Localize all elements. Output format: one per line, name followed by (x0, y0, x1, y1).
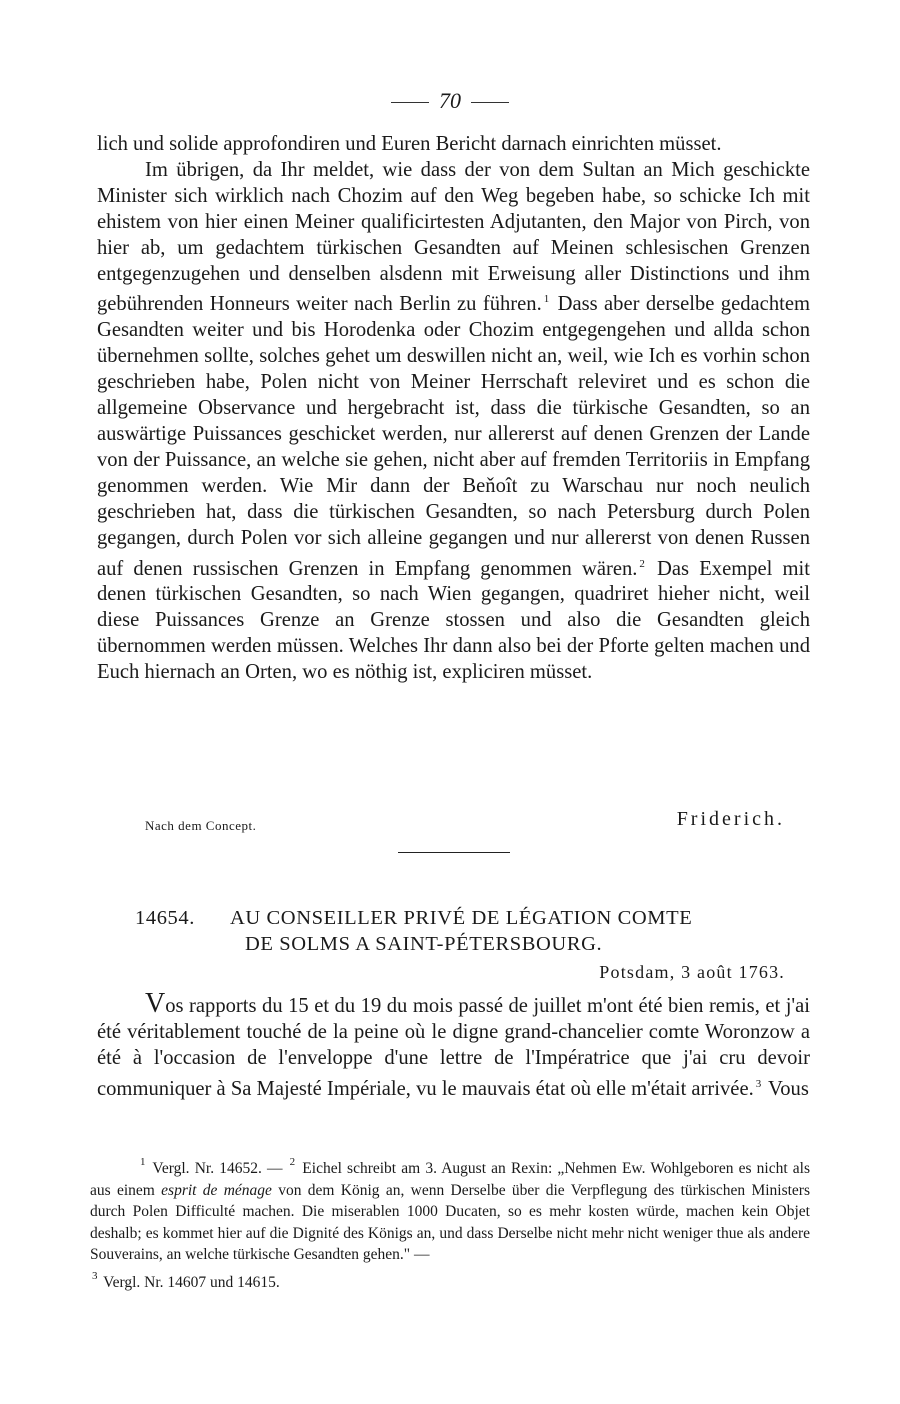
section-separator (398, 852, 510, 853)
footnote-3-number: 3 (92, 1269, 98, 1282)
header-dash-right (471, 102, 509, 103)
footnote-1-number: 1 (140, 1156, 146, 1168)
french-paragraph (97, 988, 810, 1103)
footnotes (90, 1152, 810, 1294)
source-note: Nach dem Concept. (145, 818, 257, 833)
paragraph-2-part-b: Dass aber derselbe gedachtem Gesandten weiter und bis Horodenka oder Chozim entgegengehen und allda schon übernehmen sollte, solches gehet um deswillen nicht an, weil, wie Ich es vorhin schon geschrieben habe, Polen nicht von Meiner Herrschaft releviret und es schon die allgemeine Observance und hergebracht ist, dass die türkische Gesandten, so an auswärtige Puissances geschicket werden, nur allererst auf denen Grenzen der Lande von der Puissance, an welche sie gehen, nicht aber auf fremden Territoriis in Empfang genommen werden. Wie Mir dann der Beňoît zu Warschau nur noch neulich geschrieben hat, dass die türkischen Gesandten, so nach Petersburg durch Polen gegangen, durch Polen vor sich alleine gegangen und nur allererst von denen Russen auf denen russischen Grenzen in Empfang genommen wären. (97, 293, 810, 580)
footnote-2-italic: esprit de ménage (161, 1181, 272, 1199)
document-number: 14654. (135, 907, 195, 929)
footnote-1-text: Vergl. Nr. 14652. — (152, 1160, 283, 1177)
document-title-line-2: DE SOLMS A SAINT-PÉTERSBOURG. (245, 933, 603, 955)
footnote-block (90, 1152, 810, 1294)
footnote-2-number: 2 (289, 1156, 296, 1168)
page-number: 70 (439, 88, 461, 113)
signature: Friderich. (676, 808, 785, 830)
signature-row (145, 808, 785, 836)
page-number-header (0, 88, 900, 114)
paragraph-1: lich und solide approfondiren und Euren Bericht darnach einrichten müsset. (97, 133, 722, 155)
place-date: Potsdam, 3 août 1763. (599, 962, 785, 982)
paragraph-2-part-a: Im übrigen, da Ihr meldet, wie dass der von dem Sultan an Mich geschickte Minister sich wirklich nach Chozim auf den Weg begeben habe, so schicke Ich mit ehistem von hier einen Meiner qualificirtesten Adjutanten, den Major von Pirch, von hier ab, um gedachtem türkischen Gesandten auf Meinen schlesischen Grenzen entgegenzugehen und denselben alsdenn mit Erweisung aller Distinctions und ihm gebührenden Honneurs weiter nach Berlin zu führen. (97, 158, 810, 316)
header-dash-left (391, 102, 429, 103)
footnote-ref-2: 2 (639, 557, 645, 570)
initial-letter: V (145, 988, 166, 1019)
footnote-2-text-b: von dem König an, wenn Derselbe über die Verpflegung des türkischen Ministers durch Polen Difficulté machen. Die miserablen 1000 Ducaten, so es mehr kosten würde, machen kein Objet deshalb; es kommet hier auf die Dignité des Königs an, und dass Derselbe nicht mehr nicht weniger thue als andere Souverains, an welche türkische Gesandten gehen." — (90, 1181, 811, 1264)
paragraph-2-part-c: Das Exempel mit denen türkischen Gesandten, so nach Wien gegangen, quadriret hieher nicht, weil diese Puissances Grenze an Grenze stossen und also die Gesandten gleich übernommen werden müssen. Welches Ihr dann also bei der Pforte gelten machen und Euch hiernach an Orten, wo es nöthig ist, expliciren müsset. (97, 557, 810, 684)
paragraph-2 (97, 158, 810, 686)
main-letter-body (97, 132, 810, 686)
footnote-3-text: Vergl. Nr. 14607 und 14615. (103, 1273, 280, 1291)
french-text-a: os rapports du 15 et du 19 du mois passé de juillet m'ont été bien remis, et j'ai été véritablement touché de la peine où le digne grand-chancelier comte Woronzow a été à l'occasion de l'enveloppe d'une lettre de l'Impératrice que j'ai cru devoir communiquer à Sa Majesté Impériale, vu le mauvais état où elle m'était arrivée. (97, 995, 810, 1100)
document-title-line-1: AU CONSEILLER PRIVÉ DE LÉGATION COMTE (230, 907, 693, 929)
french-text-b: Vous (768, 1077, 809, 1100)
footnote-ref-3: 3 (755, 1077, 762, 1090)
french-letter-body (97, 988, 810, 1103)
footnote-2-text-a: Eichel schreibt am 3. August an Rexin: „Nehmen Ew. Wohlgeboren es nicht als aus einem (90, 1160, 811, 1199)
footnote-ref-1: 1 (543, 293, 550, 306)
